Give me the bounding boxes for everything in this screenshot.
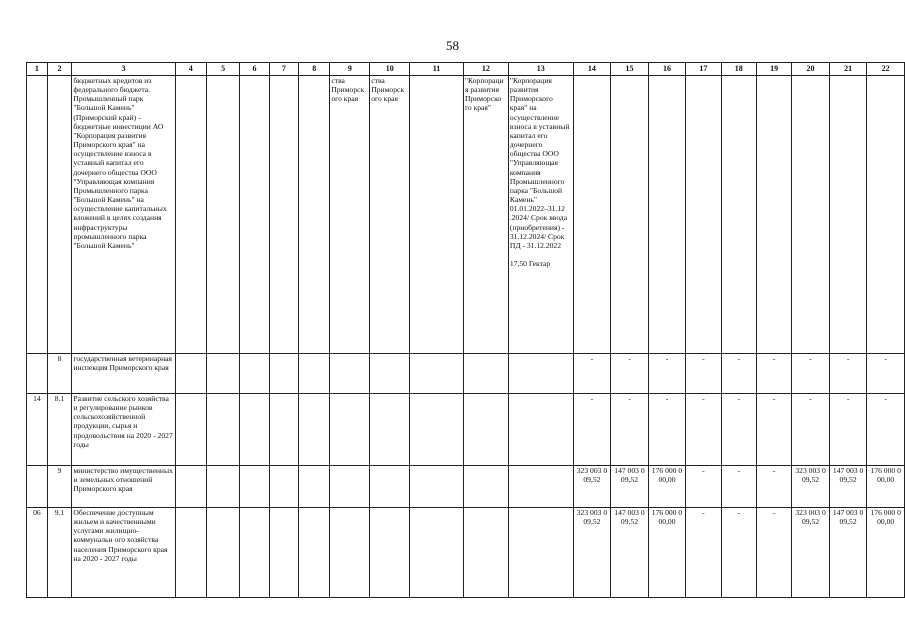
cell <box>508 508 573 598</box>
cell <box>370 508 410 598</box>
cell-value: 176 000 0 00,00 <box>648 508 686 598</box>
cell <box>648 76 686 354</box>
cell <box>206 508 239 598</box>
cell-value: - <box>686 466 721 508</box>
cell-value: - <box>756 508 791 598</box>
cell-description: министерство имущественных и земельных отношений Приморского края <box>72 466 175 508</box>
col-header: 16 <box>648 63 686 76</box>
cell-description: Развитие сельского хозяйства и регулирование рынков сельскохозяйственной продукции, сырья и продовольствия на 2020 - 2027 годы <box>72 394 175 466</box>
cell-col9: ства Приморск ого края <box>330 76 370 354</box>
cell <box>206 76 239 354</box>
col-header: 21 <box>829 63 867 76</box>
cell <box>463 354 508 394</box>
col-header: 13 <box>508 63 573 76</box>
cell-value: - <box>756 394 791 466</box>
cell-num: 14 <box>27 394 48 466</box>
cell <box>175 466 206 508</box>
cell <box>686 76 721 354</box>
cell-value: - <box>867 394 905 466</box>
cell <box>206 394 239 466</box>
col-header: 22 <box>867 63 905 76</box>
cell <box>175 394 206 466</box>
cell-code <box>47 76 72 354</box>
table-row <box>27 466 905 508</box>
cell <box>370 394 410 466</box>
cell <box>206 466 239 508</box>
col-header: 11 <box>410 63 464 76</box>
page-number: 58 <box>446 38 459 53</box>
cell-code: 8.1 <box>47 394 72 466</box>
cell-value: 147 003 0 09,52 <box>611 508 649 598</box>
cell-value: 323 003 0 09,52 <box>573 466 611 508</box>
col-header: 8 <box>299 63 330 76</box>
cell <box>330 354 370 394</box>
cell-value: - <box>867 354 905 394</box>
cell-value: - <box>686 354 721 394</box>
col-header: 18 <box>721 63 756 76</box>
col-header: 1 <box>27 63 48 76</box>
cell-value: - <box>573 394 611 466</box>
cell <box>829 76 867 354</box>
cell-value: 176 000 0 00,00 <box>867 508 905 598</box>
cell <box>299 394 330 466</box>
cell-value: - <box>756 354 791 394</box>
cell <box>269 508 298 598</box>
cell <box>299 354 330 394</box>
col-header: 4 <box>175 63 206 76</box>
cell <box>463 508 508 598</box>
col-header: 7 <box>269 63 298 76</box>
cell-value: - <box>611 354 649 394</box>
cell-value: - <box>686 508 721 598</box>
cell-value: - <box>829 354 867 394</box>
cell-value: 176 000 0 00,00 <box>648 466 686 508</box>
cell-value: 323 003 0 09,52 <box>792 508 830 598</box>
cell <box>410 466 464 508</box>
cell <box>206 354 239 394</box>
cell <box>240 466 269 508</box>
cell <box>573 76 611 354</box>
cell <box>410 508 464 598</box>
col13-text: "Корпорация развития Приморского края" на осуществление взноса в уставный капитал его дочернего общества ООО "Управляющая компания Промышленного парка "Большой Камень" 01.01.2022–31.12 .2024/ Срок ввода (приобретения) - 31.12.2024/ Срок ПД - 31.12.2022 <box>509 76 570 250</box>
col-header: 15 <box>611 63 649 76</box>
cell-value: - <box>829 394 867 466</box>
cell-description: Обеспечение доступным жильем и качественными услугами жилищно-коммунальн ого хозяйства населения Приморского края на 2020 - 2027 годы <box>72 508 175 598</box>
cell <box>370 466 410 508</box>
cell-value: 176 000 0 00,00 <box>867 466 905 508</box>
cell-value: - <box>648 354 686 394</box>
cell <box>175 508 206 598</box>
cell-value: - <box>573 354 611 394</box>
cell-value: 147 003 0 09,52 <box>611 466 649 508</box>
cell <box>463 466 508 508</box>
cell <box>175 354 206 394</box>
cell-value: - <box>721 508 756 598</box>
cell <box>721 76 756 354</box>
col-header: 5 <box>206 63 239 76</box>
cell <box>240 354 269 394</box>
table-row <box>27 394 905 466</box>
cell <box>299 76 330 354</box>
table-row <box>27 508 905 598</box>
cell-col10: ства Приморск ого края <box>370 76 410 354</box>
cell-code: 8 <box>47 354 72 394</box>
table-row <box>27 76 905 354</box>
cell-value: 323 003 0 09,52 <box>573 508 611 598</box>
cell <box>792 76 830 354</box>
cell-value: 147 003 0 09,52 <box>829 508 867 598</box>
cell-value: - <box>611 394 649 466</box>
cell <box>370 354 410 394</box>
col-header: 19 <box>756 63 791 76</box>
cell-code: 9 <box>47 466 72 508</box>
col-header: 10 <box>370 63 410 76</box>
cell <box>410 354 464 394</box>
col-header: 17 <box>686 63 721 76</box>
col-header: 9 <box>330 63 370 76</box>
cell-value: - <box>721 466 756 508</box>
cell <box>240 394 269 466</box>
cell-col12: "Корпораци я развития Приморско го края" <box>463 76 508 354</box>
cell <box>175 76 206 354</box>
cell <box>330 394 370 466</box>
cell <box>269 466 298 508</box>
cell-value: - <box>721 394 756 466</box>
col-header: 2 <box>47 63 72 76</box>
cell-value: - <box>792 354 830 394</box>
cell-code: 9.1 <box>47 508 72 598</box>
cell <box>508 466 573 508</box>
cell <box>330 466 370 508</box>
cell <box>330 508 370 598</box>
cell-num <box>27 466 48 508</box>
cell <box>508 354 573 394</box>
col-header: 3 <box>72 63 175 76</box>
cell <box>240 508 269 598</box>
cell-value: - <box>756 466 791 508</box>
table-row <box>27 354 905 394</box>
cell <box>756 76 791 354</box>
col-header: 20 <box>792 63 830 76</box>
cell <box>463 394 508 466</box>
cell-description: государственная ветеринарная инспекция Приморского края <box>72 354 175 394</box>
cell <box>269 354 298 394</box>
cell-value: 323 003 0 09,52 <box>792 466 830 508</box>
cell <box>410 76 464 354</box>
col-header: 6 <box>240 63 269 76</box>
cell-col13 <box>508 76 573 354</box>
cell <box>299 508 330 598</box>
cell-num <box>27 354 48 394</box>
cell <box>611 76 649 354</box>
cell-value: 147 003 0 09,52 <box>829 466 867 508</box>
cell <box>867 76 905 354</box>
header-row <box>27 63 905 76</box>
cell-description: бюджетных кредитов из федерального бюджета. Промышленный парк "Большой Камень" (Приморский край) - бюджетные инвестиции АО "Корпорация развития Приморского края" на осуществление взноса в уставный капитал его дочернего общества ООО "Управляющая компания Промышленного парка "Большой Камень" на осуществление капитальных вложений в целях создания инфраструктуры промышленного парка "Большой Камень" <box>72 76 175 354</box>
cell <box>508 394 573 466</box>
col13-area: 17,50 Гектар <box>509 258 551 268</box>
cell <box>269 76 298 354</box>
cell-value: - <box>721 354 756 394</box>
cell <box>240 76 269 354</box>
cell <box>299 466 330 508</box>
cell-num: 06 <box>27 508 48 598</box>
cell <box>410 394 464 466</box>
budget-table <box>26 62 905 598</box>
cell-value: - <box>648 394 686 466</box>
cell-num <box>27 76 48 354</box>
col-header: 12 <box>463 63 508 76</box>
cell-value: - <box>792 394 830 466</box>
cell-value: - <box>686 394 721 466</box>
col-header: 14 <box>573 63 611 76</box>
cell <box>269 394 298 466</box>
